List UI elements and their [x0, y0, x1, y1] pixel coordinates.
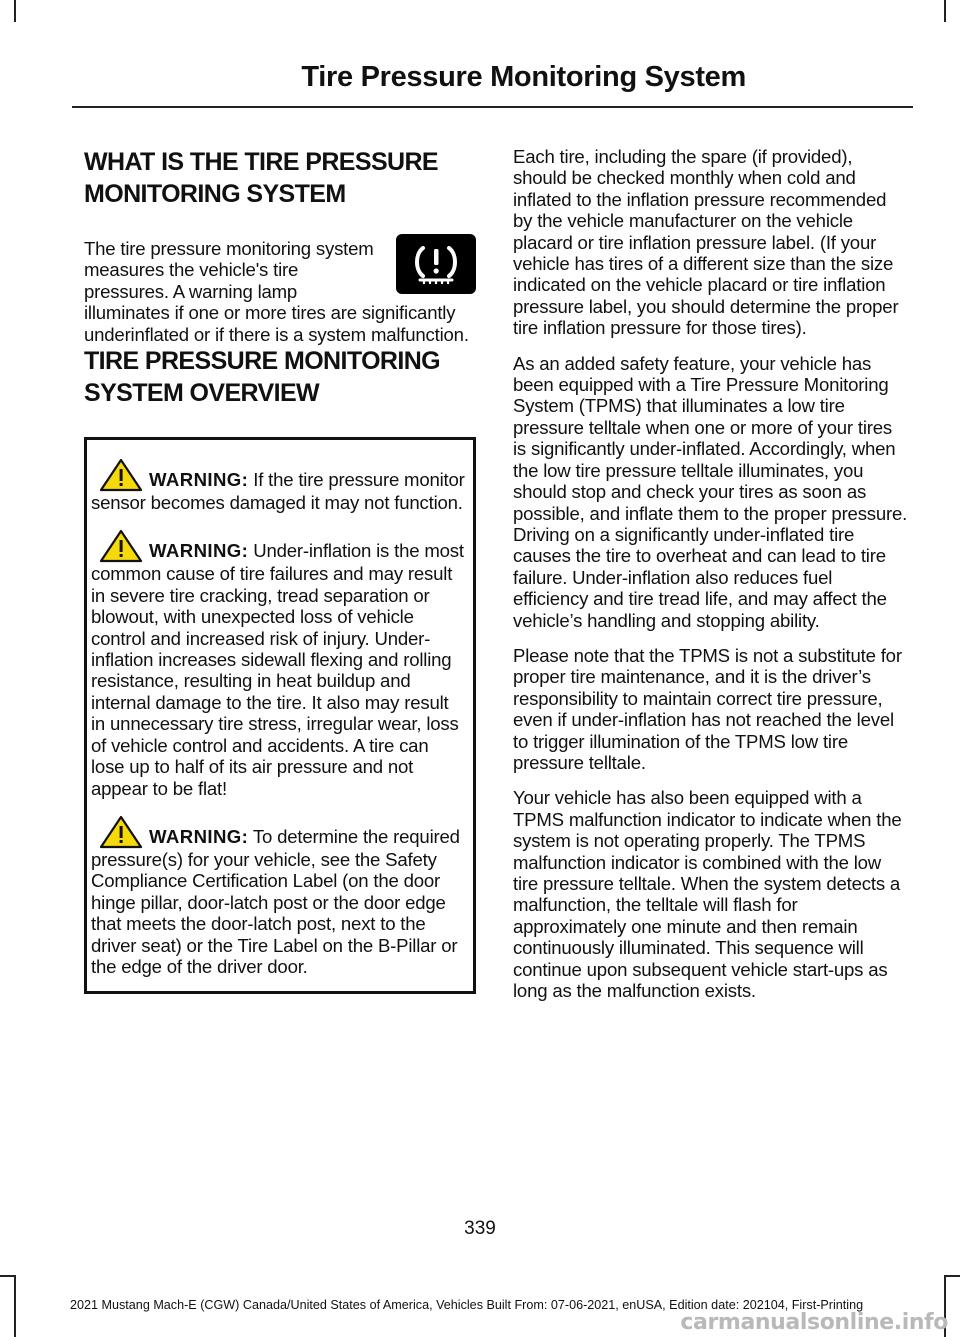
- section-heading-tpms-overview: [84, 345, 476, 409]
- warning-text: Under-inflation is the most common cause of tire failures and may result in severe tire cracking, tread separation or blowout, with unexpected loss of vehicle control and increased risk of injury. Under-inflation increases sidewall flexing and rolling resistance, resulting in heat buildup and internal damage to the tire. It also may result in unnecessary tire stress, irregular wear, loss of vehicle control and accidents. A tire can lose up to half of its air pressure and not appear to be flat!: [91, 540, 464, 799]
- edition-footer: 2021 Mustang Mach-E (CGW) Canada/United States of America, Vehicles Built From: 07-06-2021, enUSA, Edition date: 202104, First-Printing: [70, 1298, 864, 1312]
- warning-triangle-icon: [99, 815, 145, 849]
- heading-line: TIRE PRESSURE MONITORING: [84, 347, 441, 376]
- warning-label: WARNING:: [149, 825, 249, 847]
- intro-block: [84, 238, 476, 345]
- tpms-warning-lamp-icon: [396, 234, 476, 294]
- crop-mark-top-right: [944, 0, 946, 22]
- watermark: carmanualsonline.info: [680, 1310, 948, 1335]
- crop-mark-bottom-right-h: [944, 1275, 960, 1277]
- crop-mark-bottom-left: [14, 1277, 16, 1337]
- right-column: [513, 146, 909, 1015]
- warning-item: [91, 529, 465, 798]
- section-heading-what-is-tpms: [84, 146, 476, 210]
- crop-mark-bottom-left-h: [0, 1275, 16, 1277]
- warning-text: To determine the required pressure(s) for your vehicle, see the Safety Compliance Certification Label (on the door hinge pillar, door-latch post or the door edge that meets the door-latch post, next to the driver seat) or the Tire Label on the B-Pillar or the edge of the driver door.: [91, 825, 460, 977]
- page-number: 339: [464, 1218, 496, 1239]
- heading-line: WHAT IS THE TIRE PRESSURE: [84, 148, 439, 176]
- heading-line: MONITORING SYSTEM: [84, 180, 346, 208]
- warning-label: WARNING:: [149, 540, 249, 562]
- warning-box: [84, 437, 476, 994]
- left-column: [84, 146, 476, 994]
- warning-item: [91, 815, 465, 977]
- intro-text: The tire pressure monitoring system measures the vehicle's tire pressures. A warning lamp illuminates if one or more tires are significantly underinflated or if there is a system malfunction.: [84, 238, 469, 345]
- crop-mark-top-left: [14, 0, 16, 22]
- paragraph-malfunction-indicator: Your vehicle has also been equipped with a TPMS malfunction indicator to indicate when the system is not operating properly. The TPMS malfunction indicator is combined with the low tire pressure telltale. When the system detects a malfunction, the telltale will flash for approximately one minute and then remain continuously illuminated. This sequence will continue upon subsequent vehicle start-ups as long as the malfunction exists.: [513, 787, 902, 1002]
- warning-item: [91, 458, 465, 513]
- warning-triangle-icon: [99, 458, 145, 492]
- title-rule: [72, 106, 913, 108]
- warning-triangle-icon: [99, 529, 145, 563]
- warning-text: If the tire pressure monitor sensor becomes damaged it may not function.: [91, 469, 465, 514]
- heading-line: SYSTEM OVERVIEW: [84, 379, 320, 408]
- paragraph-tpms-feature: As an added safety feature, your vehicle has been equipped with a Tire Pressure Monitoring System (TPMS) that illuminates a low tire pressure telltale when one or more of your tires is significantly under-inflated. Accordingly, when the low tire pressure telltale illuminates, you should stop and check your tires as soon as possible, and inflate them to the proper pressure. Driving on a significantly under-inflated tire causes the tire to overheat and can lead to tire failure. Under-inflation also reduces fuel efficiency and tire tread life, and may affect the vehicle’s handling and stopping ability.: [513, 352, 908, 631]
- paragraph-tpms-not-substitute: Please note that the TPMS is not a substitute for proper tire maintenance, and it is the driver’s responsibility to maintain correct tire pressure, even if under-inflation has not reached the level to trigger illumination of the TPMS low tire pressure telltale.: [513, 644, 902, 773]
- page-title: Tire Pressure Monitoring System: [301, 61, 746, 93]
- paragraph-tire-check: Each tire, including the spare (if provided), should be checked monthly when cold and inflated to the inflation pressure recommended by the vehicle manufacturer on the vehicle placard or tire inflation pressure label. (If your vehicle has tires of a different size than the size indicated on the vehicle placard or tire inflation pressure label, you should determine the proper tire inflation pressure for those tires).: [513, 146, 899, 339]
- warning-label: WARNING:: [149, 469, 249, 491]
